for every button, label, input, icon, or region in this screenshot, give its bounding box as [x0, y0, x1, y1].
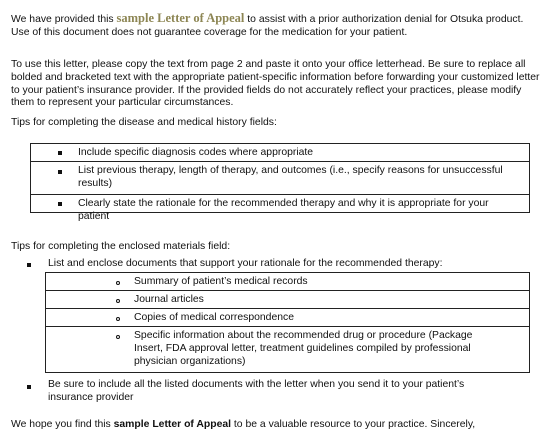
circle-bullet-icon: [116, 317, 120, 321]
material-item-text: Specific information about the recommended drug or procedure (Package Insert, FDA approval letter, treatment guidelines compiled by professional physician organizations): [134, 330, 473, 367]
table-row: [31, 144, 529, 162]
circle-bullet-icon: [116, 281, 120, 285]
closing-text-start: We hope you find this: [11, 419, 114, 430]
circle-bullet-icon: [116, 335, 120, 339]
material-item-text: Journal articles: [134, 294, 204, 305]
sample-letter-link[interactable]: sample Letter of Appeal: [116, 11, 245, 25]
disease-tips-table: [30, 143, 530, 222]
table-row: [31, 195, 529, 222]
bullet-icon: [58, 202, 62, 206]
materials-main-bullet: List and enclose documents that support your rationale for the recommended therapy:: [48, 258, 443, 269]
bullet-icon: [58, 151, 62, 155]
instructions-paragraph: To use this letter, please copy the text from page 2 and paste it onto your office letterhead. Be sure to replace all bolded and bracketed text with the appropriate patient-specific information before forwarding your customized letter to your patient’s insurance provider. If the provided fields do not accurately reflect your practices, please modify them to represent your particular circumstances.: [11, 59, 540, 109]
table-row: [46, 309, 529, 327]
intro-text-start: We have provided this: [11, 14, 117, 25]
bullet-icon: [58, 170, 62, 174]
intro-text-end: to assist with a prior authorization denial for Otsuka product. Use of this document does not guarantee coverage for the medication for your patient.: [11, 14, 524, 38]
closing-letter-name: sample Letter of Appeal: [113, 419, 232, 430]
table-row: [46, 273, 529, 291]
bullet-icon: [27, 385, 31, 389]
closing-paragraph: [11, 419, 542, 432]
intro-paragraph: [11, 12, 542, 40]
materials-tips-heading: Tips for completing the enclosed materials field:: [11, 241, 231, 252]
table-row: [46, 327, 529, 372]
material-item-text: Copies of medical correspondence: [134, 312, 294, 323]
bullet-icon: [27, 263, 31, 267]
material-item-text: Summary of patient’s medical records: [134, 276, 308, 287]
materials-final-bullet: Be sure to include all the listed documents with the letter when you send it to your patient’s insurance provider: [48, 379, 465, 403]
disease-tips-heading: Tips for completing the disease and medical history fields:: [11, 117, 277, 128]
disease-tip-text: Include specific diagnosis codes where appropriate: [78, 147, 314, 158]
table-row: [31, 162, 529, 195]
table-row: [46, 291, 529, 309]
closing-text-end: to be a valuable resource to your practice. Sincerely,: [231, 419, 476, 430]
disease-tip-text: List previous therapy, length of therapy, and outcomes (i.e., specify reasons for unsuccessful results): [78, 165, 503, 189]
materials-table: [45, 272, 530, 373]
circle-bullet-icon: [116, 299, 120, 303]
disease-tip-text: Clearly state the rationale for the recommended therapy and why it is appropriate for your patient: [78, 198, 489, 222]
